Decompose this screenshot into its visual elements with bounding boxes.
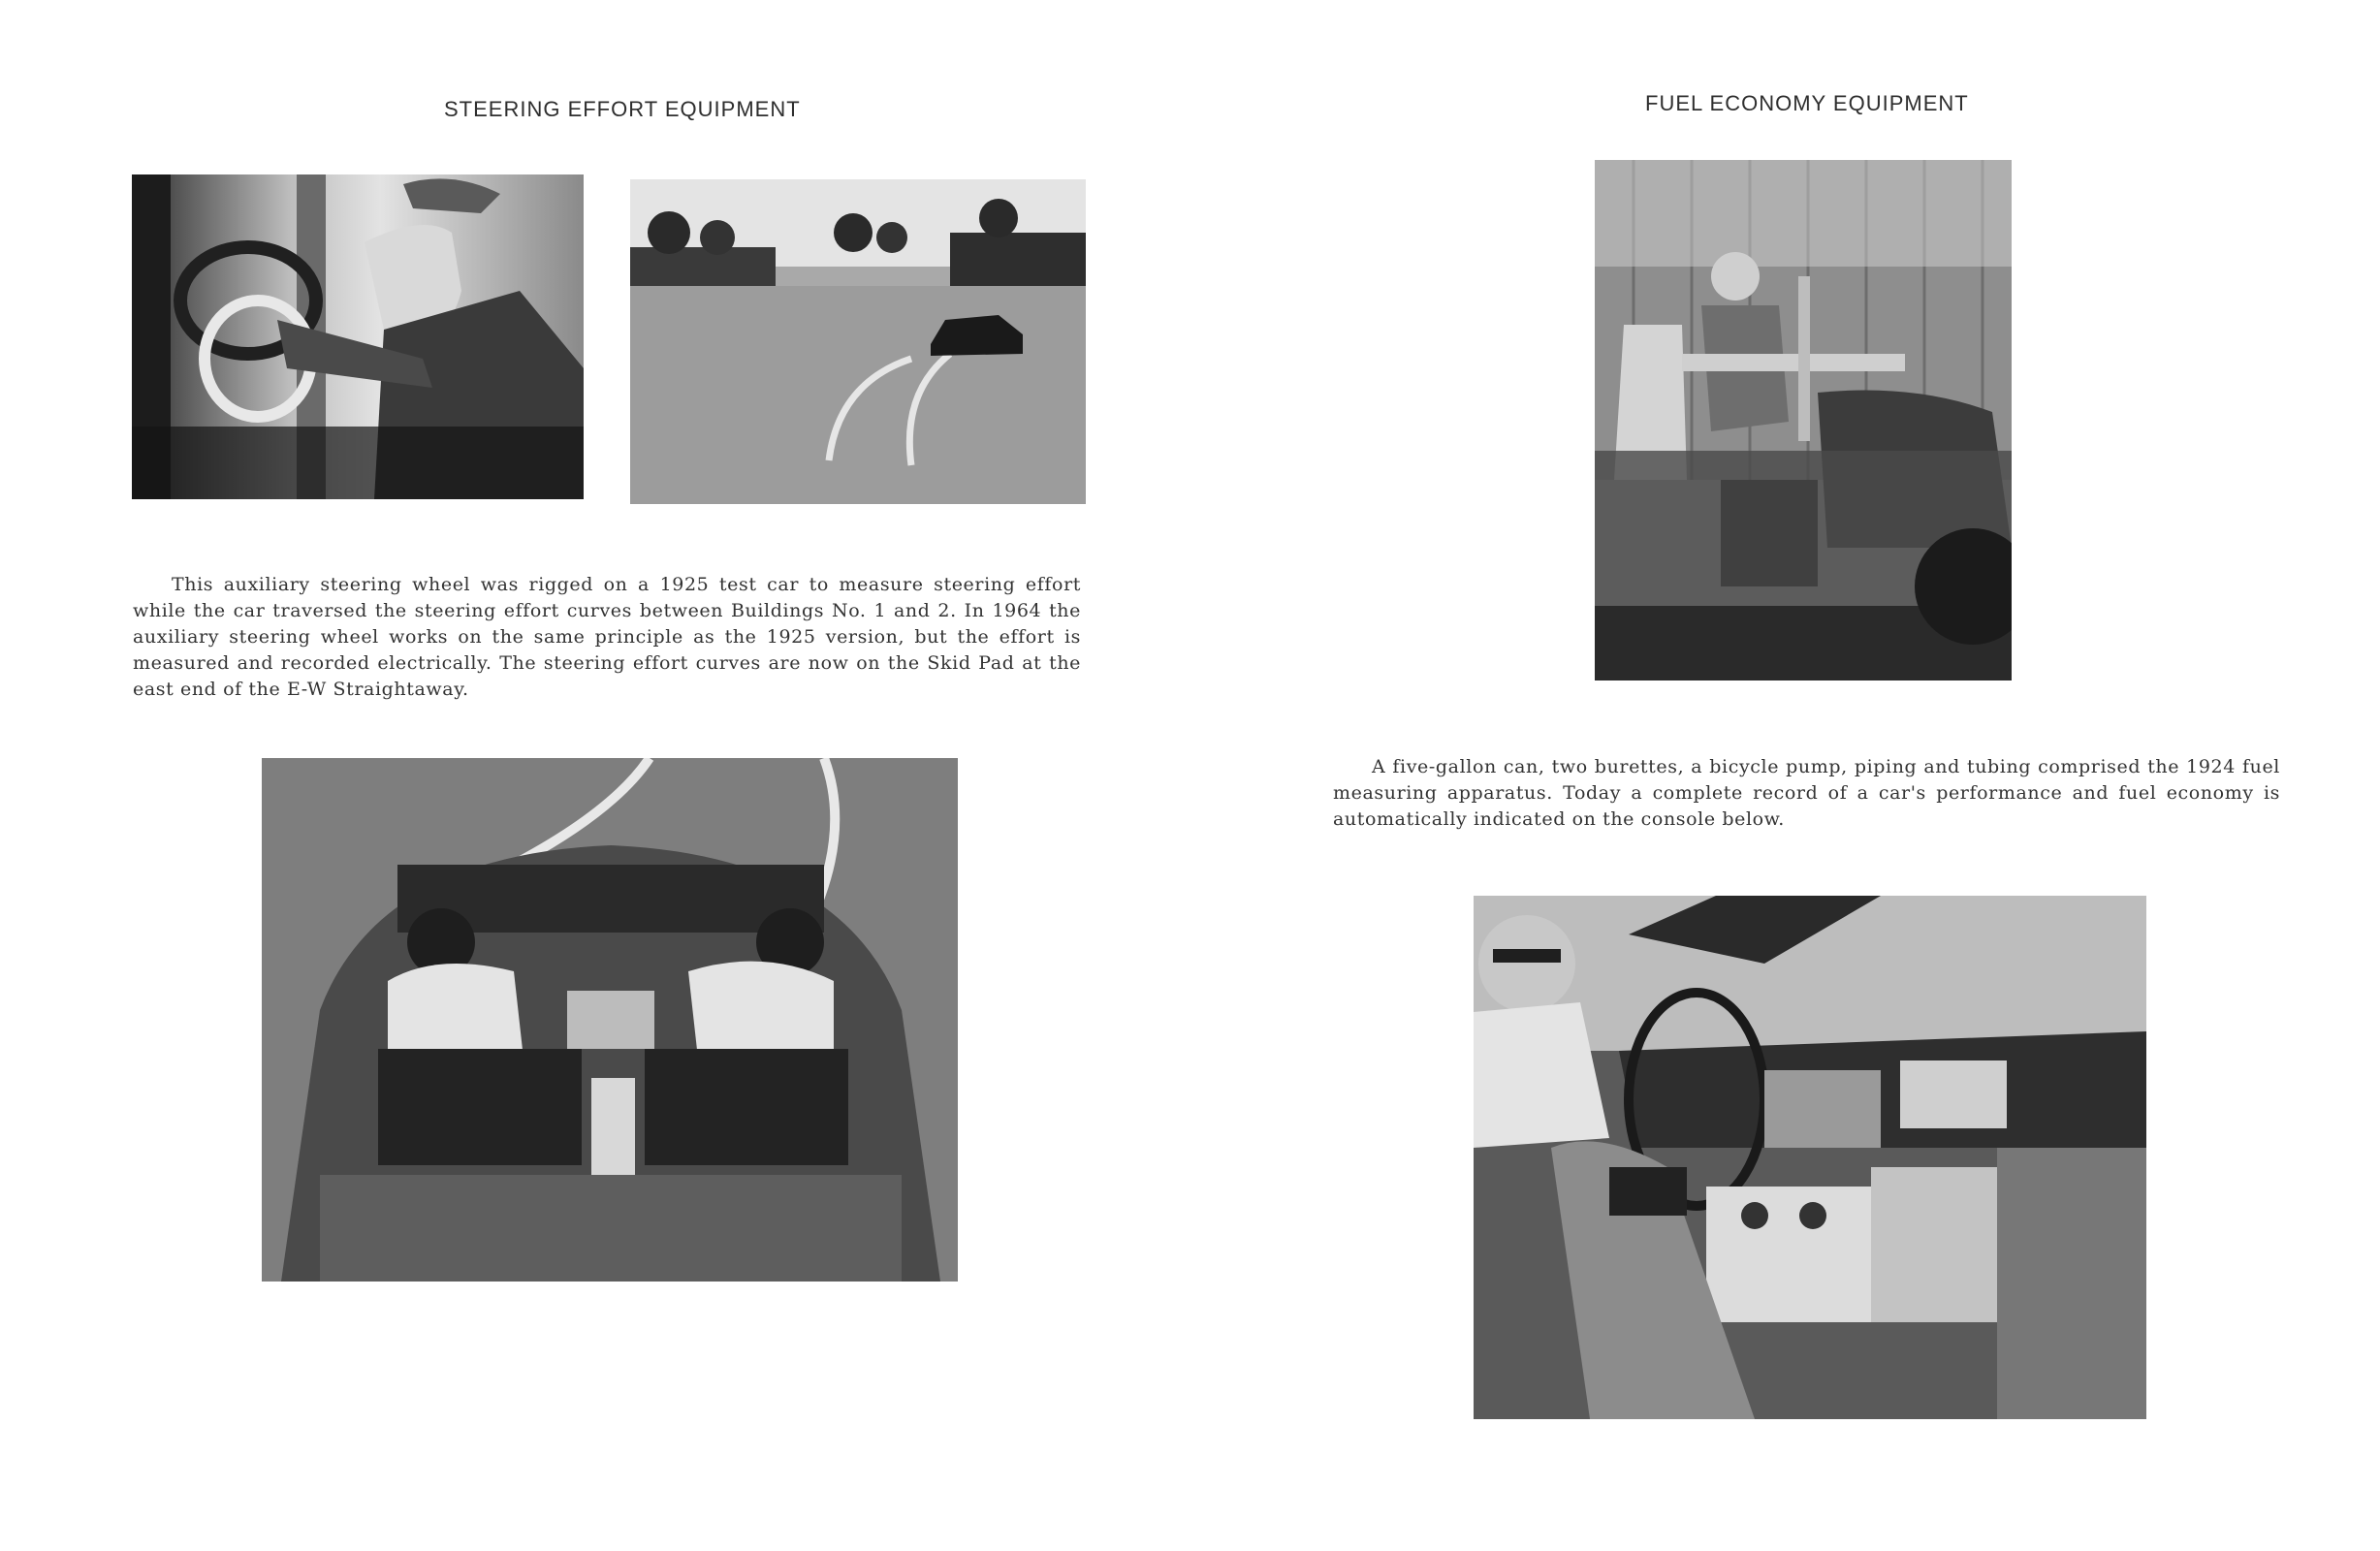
photo-fuel-economy-console — [1474, 896, 2146, 1419]
right-page-heading: FUEL ECONOMY EQUIPMENT — [1645, 91, 1969, 115]
photo-convertible-testers — [262, 758, 958, 1282]
right-page — [1190, 0, 2380, 1551]
photo-driver-auxiliary-steering-wheel — [132, 174, 584, 499]
left-page-heading: STEERING EFFORT EQUIPMENT — [444, 97, 801, 121]
left-page-paragraph: This auxiliary steering wheel was rigged on a 1925 test car to measure steering effort while the car traversed the steering effort curves between Buildings No. 1 and 2. In 1964 the auxiliary steering wheel works on the same principle as the 1925 version, but the effort is measured and recorded electrically. The steering effort curves are now on the Skid Pad at the east end of the E-W Straightaway. — [133, 574, 1081, 700]
photo-fuel-measuring-apparatus-1924 — [1595, 160, 2012, 681]
right-page-paragraph: A five-gallon can, two burettes, a bicycle pump, piping and tubing comprised the 1924 fuel measuring apparatus. Today a complete record of a car's performance and fuel economy is automatically indicated on the console below. — [1333, 756, 2280, 830]
photo-car-on-steering-curves — [630, 179, 1086, 504]
